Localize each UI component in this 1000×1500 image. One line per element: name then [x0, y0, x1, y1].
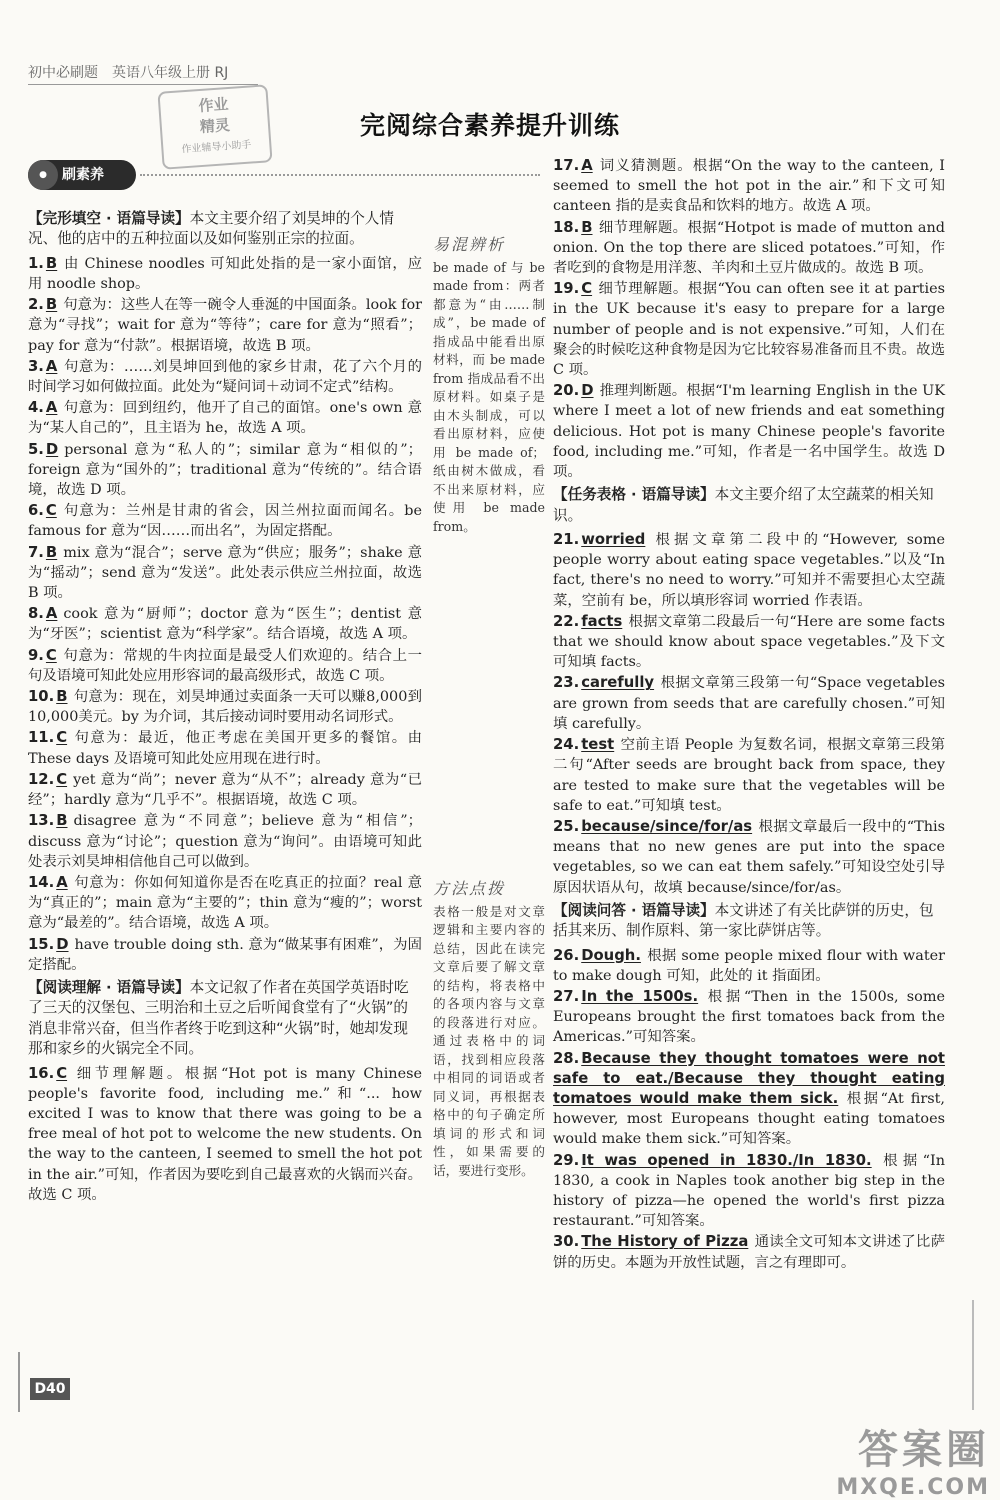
reading-guide: [28, 978, 422, 1060]
task-table-guide: [553, 485, 945, 526]
item-number: 29.: [553, 1151, 580, 1169]
item-answer: B: [56, 812, 68, 830]
item-number: 16.: [28, 1064, 55, 1082]
item-explanation: 句意为：回到纽约，他开了自己的面馆。one's own 意为“某人自己的”，且主语为 he，故选 A 项。: [28, 400, 422, 437]
item-answer: C: [56, 729, 68, 747]
item-answer: The History of Pizza: [581, 1233, 749, 1251]
tip-text: be made of 与 be made from：两者都意为“由……制成”，be made of 指成品中能看出原材料，而 be made from 指成品看不出原材料。如桌子是由木头制成，可以看出原材料，应使用 be made of；纸由树木做成，看不出来原材料，应使用 be made from。: [433, 259, 545, 534]
section-text: 本文主要介绍了太空蔬菜的相关知识。: [553, 486, 934, 524]
answer-item: [28, 604, 422, 644]
item-answer: A: [581, 157, 593, 174]
item-number: 26.: [553, 946, 580, 964]
right-column: [553, 156, 945, 1274]
answer-item: [28, 357, 422, 397]
item-number: 5.: [28, 440, 44, 458]
section-badge: [28, 160, 136, 190]
section-text: 本文主要介绍了刘昊坤的个人情况、他的店中的五种拉面以及如何鉴别正宗的拉面。: [28, 210, 394, 248]
qa-guide: [553, 901, 945, 942]
item-number: 30.: [553, 1233, 580, 1251]
item-explanation: 推理判断题。根据“I'm learning English in the UK where I meet a lot of new friends and eat something delicious. Hot pot is many Chinese people's favorite food, including me.”可知，作者是一名中国学生。故选 D 项。: [553, 383, 945, 481]
tip-confusables: [433, 236, 545, 536]
item-answer: A: [45, 399, 58, 417]
item-number: 13.: [28, 812, 55, 830]
watermark: [770, 1418, 990, 1500]
item-explanation: 根据文章最后一段中的“This means that no new genes are put into the space vegetables, so we can eat them safely.”可知设空处引导原因状语从句，故填 because/since/for/as。: [553, 818, 945, 896]
answer-item: [28, 687, 422, 727]
item-number: 7.: [28, 543, 44, 561]
item-number: 23.: [553, 674, 580, 692]
item-explanation: have trouble doing sth. 意为“做某事有困难”，为固定搭配。: [28, 936, 422, 973]
answer-item: [553, 1049, 945, 1150]
section-title: 【完形填空 · 语篇导读】: [28, 210, 190, 227]
item-answer: Dough.: [581, 946, 641, 964]
header-rule: [28, 84, 258, 85]
item-explanation: 细节理解题。根据“Hotpot is made of mutton and onion. On the top there are sliced potatoes.”可知，作者吃到的食物是用洋葱、羊肉和土豆片做成的。故选 B 项。: [553, 219, 945, 277]
stamp-line-1: 作业: [197, 95, 230, 116]
stamp-line-2: 精灵: [199, 115, 231, 137]
item-explanation: yet 意为“尚”；never 意为“从不”；already 意为“已经”；hardly 意为“几乎不”。根据语境，故选 C 项。: [28, 771, 422, 809]
item-number: 8.: [28, 605, 44, 623]
badge-divider: [140, 174, 540, 176]
item-explanation: 根据文章第二段中的“However, some people worry about eating space vegetables.”以及“In fact, there's no need to worry.”可知并不需要担心太空蔬菜，空前有 be，所以填形容词 worried 作表语。: [553, 532, 945, 609]
answer-item: [28, 935, 422, 975]
item-explanation: 由 Chinese noodles 可知此处指的是一家小面馆，应用 noodle shop。: [28, 255, 422, 293]
item-answer: C: [581, 280, 593, 298]
item-number: 19.: [553, 280, 580, 298]
answer-item: [553, 612, 945, 673]
stamp-logo: [157, 84, 272, 169]
item-answer: because/since/for/as: [581, 817, 753, 835]
item-explanation: 根据“At first, however, most Europeans thought eating tomatoes would make them sick.”可知答案。: [553, 1090, 945, 1148]
item-number: 2.: [28, 296, 44, 314]
answer-item: [553, 156, 945, 217]
section-title: 【阅读问答 · 语篇导读】: [553, 901, 715, 919]
answer-item: [553, 987, 945, 1048]
tip-text: 表格一般是对文章逻辑和主要内容的总结，因此在读完文章后要了解文章的结构，将表格中的各项内容与文章的段落进行对应。通过表格中的词语，找到相应段落中相同的词语或者同义词，再根据表格中的句子确定所填词的形式和词性，如果需要的话，要进行变形。: [433, 903, 545, 1178]
right-margin-bar: [972, 1300, 974, 1410]
section-title: 【任务表格 · 语篇导读】: [553, 486, 715, 504]
item-explanation: 句意为：最近，他正考虑在美国开更多的餐馆。由 These days 及语境可知此处应用现在进行时。: [28, 730, 422, 767]
item-number: 12.: [28, 770, 55, 788]
item-answer: C: [56, 770, 68, 788]
badge-bullet-icon: ●: [28, 160, 58, 190]
item-explanation: 根据 some people mixed flour with water to make dough 可知，此处的 it 指面团。: [553, 947, 945, 984]
item-answer: B: [45, 543, 58, 561]
cloze-answers: [28, 254, 422, 975]
qa-answers: [553, 946, 945, 1273]
item-explanation: 根据文章第三段第一句“Space vegetables are grown from seeds that are carefully chosen.”可知填 carefully。: [553, 675, 945, 732]
answer-item: [28, 398, 422, 438]
item-number: 17.: [553, 157, 580, 174]
answer-item: [553, 1232, 945, 1272]
item-answer: facts: [581, 612, 623, 630]
section-text: 本文记叙了作者在英国学英语时吃了三天的汉堡包、三明治和土豆之后听闻食堂有了“火锅”的消息非常兴奋，但当作者终于吃到这种“火锅”时，她却发现那和家乡的火锅完全不同。: [28, 978, 409, 1058]
answer-item: [28, 770, 422, 810]
answer-item: [28, 873, 422, 934]
item-answer: C: [45, 646, 57, 664]
item-answer: Because they thought tomatoes were not safe to eat./Because they thought eating tomatoes would make them sick.: [553, 1049, 945, 1107]
item-explanation: disagree 意为“不同意”；believe 意为“相信”；discuss 意为“讨论”；question 意为“询问”。由语境可知此处表示刘昊坤相信他自己可以做到。: [28, 813, 422, 870]
item-explanation: 句意为：你如何知道你是否在吃真正的拉面？real 意为“真正的”；main 意为“主要的”；thin 意为“瘦的”；worst 意为“最差的”。结合语境，故选 A 项。: [28, 874, 422, 932]
item-explanation: 根据“Then in the 1500s, some Europeans brought the first tomatoes back from the Americas.”可知答案。: [553, 988, 945, 1046]
item-number: 9.: [28, 646, 44, 664]
answer-item: [553, 218, 945, 279]
item-explanation: 句意为：现在，刘昊坤通过卖面条一天可以赚8,000到10,000美元。by 为介词，其后接动词时要用动名词形式。: [28, 689, 422, 726]
item-answer: B: [45, 296, 58, 314]
answer-item: [553, 530, 945, 611]
item-explanation: 通读全文可知本文讲述了比萨饼的历史。本题为开放性试题，言之有理即可。: [553, 1234, 945, 1271]
answer-item: [28, 811, 422, 872]
item-number: 25.: [553, 817, 580, 835]
item-answer: A: [56, 873, 68, 891]
task-table-answers: [553, 530, 945, 898]
answer-item: [553, 735, 945, 816]
tip-heading: 方法点拨: [433, 879, 506, 898]
cloze-guide: [28, 209, 422, 250]
item-number: 15.: [28, 935, 55, 953]
item-number: 24.: [553, 736, 580, 754]
answer-item: [553, 279, 945, 380]
item-number: 20.: [553, 382, 580, 400]
tip-method: [433, 880, 545, 1180]
item-explanation: cook 意为“厨师”；doctor 意为“医生”；dentist 意为“牙医”；scientist 意为“科学家”。结合语境，故选 A 项。: [28, 606, 422, 643]
answer-item: [28, 501, 422, 541]
answer-item: [28, 254, 422, 294]
answer-item: [553, 381, 945, 482]
item-answer: carefully: [581, 674, 655, 692]
item-number: 14.: [28, 873, 55, 891]
item-number: 27.: [553, 987, 580, 1005]
answer-item: [28, 646, 422, 686]
answer-item: [28, 728, 422, 768]
item-answer: B: [581, 218, 593, 236]
item-explanation: 细节理解题。根据“You can often see it at parties in the UK because it's easy to prepare for a large number of people and is not expensive.”可知，人们在聚会的时候吃这种食物是因为它比较容易准备而且不贵。故选 C 项。: [553, 281, 945, 379]
item-explanation: personal 意为“私人的”；similar 意为“相似的”；foreign 意为“国外的”；traditional 意为“传统的”。结合语境，故选 D 项。: [28, 441, 422, 499]
series-header: 初中必刷题 英语八年级上册 RJ: [28, 65, 229, 81]
page-number: D40: [30, 1378, 70, 1400]
item-number: 11.: [28, 729, 55, 747]
item-answer: A: [45, 605, 58, 623]
answer-item: [28, 1064, 422, 1205]
item-answer: In the 1500s.: [581, 987, 699, 1005]
item-explanation: 细节理解题。根据“Hot pot is many Chinese people's favorite food, including me.”和“... how excited I was to know that there was going to be a free meal of hot pot to welcome the new students. On the way to the canteen, I seemed to smell the hot pot in the air.”可知，作者因为要吃到自己最喜欢的火锅而兴奋。故选 C 项。: [28, 1065, 422, 1203]
item-explanation: 句意为：这些人在等一碗令人垂涎的中国面条。look for 意为“寻找”；wait for 意为“等待”；care for 意为“照看”；pay for 意为“付款”。根据语境，故选 B 项。: [28, 297, 422, 354]
page-margin-bar: [18, 1352, 20, 1412]
item-explanation: 根据文章第二段最后一句“Here are some facts that we should know about space vegetables.”及下文可知填 facts。: [553, 613, 945, 671]
item-answer: A: [45, 357, 58, 375]
item-number: 28.: [553, 1049, 580, 1067]
item-number: 22.: [553, 612, 580, 630]
item-answer: D: [45, 440, 59, 458]
page-title: 完阅综合素养提升训练: [359, 111, 620, 140]
item-answer: It was opened in 1830./In 1830.: [581, 1151, 872, 1169]
item-explanation: mix 意为“混合”；serve 意为“供应；服务”；shake 意为“摇动”；send 意为“发送”。此处表示供应兰州拉面，故选 B 项。: [28, 544, 422, 602]
section-text: 本文讲述了有关比萨饼的历史，包括其来历、制作原料、第一家比萨饼店等。: [553, 901, 934, 940]
item-answer: C: [45, 502, 57, 520]
section-title: 【阅读理解 · 语篇导读】: [28, 978, 190, 996]
item-number: 21.: [553, 531, 580, 549]
item-answer: C: [56, 1064, 68, 1082]
left-column: [28, 206, 422, 1206]
answer-item: [553, 817, 945, 898]
stamp-line-3: 作业辅导小助手: [181, 139, 252, 156]
answer-item: [553, 673, 945, 734]
item-answer: worried: [581, 531, 646, 549]
answer-item: [553, 946, 945, 986]
answer-item: [28, 543, 422, 604]
item-number: 3.: [28, 357, 44, 375]
answer-item: [553, 1151, 945, 1232]
item-explanation: 句意为：兰州是甘肃的省会，因兰州拉面而闻名。be famous for 意为“因……而出名”，为固定搭配。: [28, 503, 422, 540]
item-number: 18.: [553, 218, 580, 236]
item-number: 10.: [28, 688, 55, 706]
item-explanation: 句意为：……刘昊坤回到他的家乡甘肃，花了六个月的时间学习如何做拉面。此处为“疑问词＋动词不定式”结构。: [28, 358, 422, 396]
item-explanation: 词义猜测题。根据“On the way to the canteen, I seemed to smell the hot pot in the air.”和下文可知 canteen 指的是卖食品和饮料的地方。故选 A 项。: [553, 158, 945, 215]
badge-label: 刷素养: [62, 167, 104, 183]
answer-item: [28, 295, 422, 356]
item-explanation: 句意为：常规的牛肉拉面是最受人们欢迎的。结合上一句及语境可知此处应用形容词的最高级形式，故选 C 项。: [28, 647, 422, 684]
item-number: 4.: [28, 399, 44, 417]
item-answer: B: [56, 688, 68, 706]
answer-item: [28, 440, 422, 501]
item-number: 6.: [28, 502, 44, 520]
item-explanation: 空前主语 People 为复数名词，根据文章第三段第二句“After seeds are brought back from space, they are tested to make sure that the vegetables will be safe to eat.”可知填 test。: [553, 737, 945, 814]
item-number: 1.: [28, 254, 44, 272]
item-answer: D: [56, 935, 69, 953]
item-answer: D: [581, 382, 594, 400]
watermark-logo: 答案圈: [858, 1427, 990, 1473]
item-answer: test: [581, 736, 615, 754]
item-answer: B: [45, 254, 58, 272]
watermark-site: MXQE.COM: [836, 1475, 990, 1500]
reading-answers: [553, 156, 945, 482]
item-explanation: 根据“In 1830, a cook in Naples took another big step in the history of pizza—he opened the world's first pizza restaurant.”可知答案。: [553, 1152, 945, 1230]
tip-heading: 易混辨析: [433, 235, 506, 254]
